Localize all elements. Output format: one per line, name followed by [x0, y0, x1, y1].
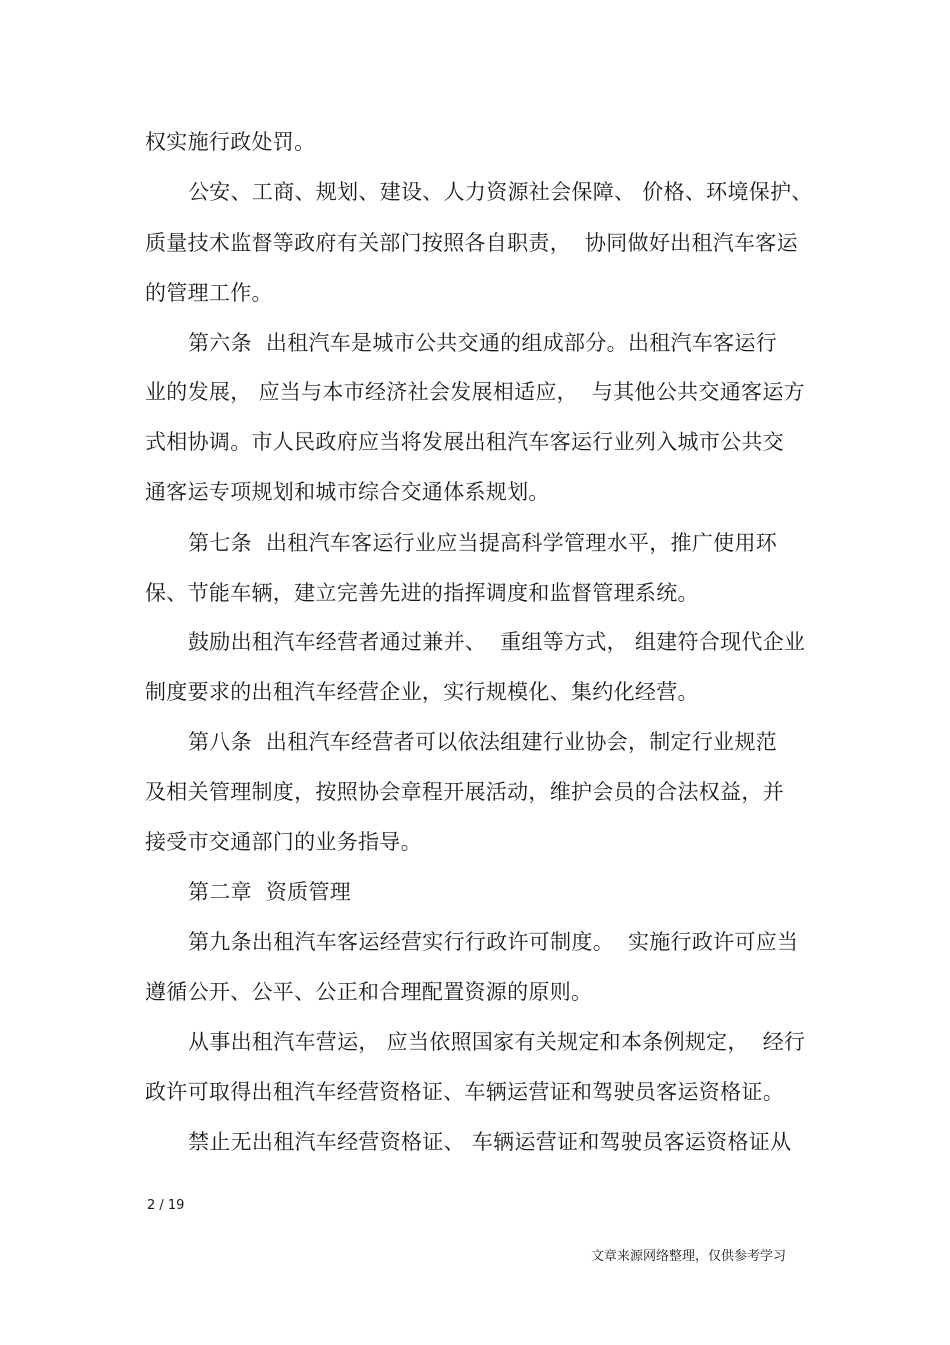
text-line: 遵循公开、公平、公正和合理配置资源的原则。 — [145, 980, 593, 1004]
text-line: 制度要求的出租汽车经营企业，实行规模化、集约化经营。 — [145, 680, 699, 704]
text-line: 接受市交通部门的业务指导。 — [145, 830, 422, 854]
text-line: 业的发展， 应当与本市经济社会发展相适应， 与其他公共交通客运方 — [145, 380, 805, 404]
text-line: 第七条 出租汽车客运行业应当提高科学管理水平，推广使用环 — [188, 531, 778, 555]
text-line: 式相协调。市人民政府应当将发展出租汽车客运行业列入城市公共交 — [145, 430, 784, 454]
text-line: 鼓励出租汽车经营者通过兼并、 重组等方式， 组建符合现代企业 — [188, 630, 806, 654]
text-line: 政许可取得出租汽车经营资格证、车辆运营证和驾驶员客运资格证。 — [145, 1080, 784, 1104]
text-line: 的管理工作。 — [145, 281, 273, 305]
text-line: 第九条出租汽车客运经营实行行政许可制度。 实施行政许可应当 — [188, 930, 799, 954]
page-number: 2 / 19 — [147, 1198, 185, 1213]
text-line: 第八条 出租汽车经营者可以依法组建行业协会，制定行业规范 — [188, 730, 778, 754]
footer-note: 文章来源网络整理，仅供参考学习 — [591, 1249, 787, 1264]
text-line: 第六条 出租汽车是城市公共交通的组成部分。出租汽车客运行 — [188, 331, 778, 355]
text-line: 禁止无出租汽车经营资格证、 车辆运营证和驾驶员客运资格证从 — [188, 1130, 792, 1154]
text-line: 权实施行政处罚。 — [145, 130, 316, 154]
chapter-heading: 第二章 资质管理 — [188, 880, 352, 904]
text-line: 保、节能车辆，建立完善先进的指挥调度和监督管理系统。 — [145, 581, 699, 605]
text-line: 通客运专项规划和城市综合交通体系规划。 — [145, 480, 550, 504]
text-line: 及相关管理制度，按照协会章程开展活动，维护会员的合法权益，并 — [145, 780, 784, 804]
text-line: 从事出租汽车营运， 应当依照国家有关规定和本条例规定， 经行 — [188, 1030, 806, 1054]
text-line: 质量技术监督等政府有关部门按照各自职责， 协同做好出租汽车客运 — [145, 231, 798, 255]
text-line: 公安、工商、规划、建设、人力资源社会保障、 价格、环境保护、 — [188, 180, 813, 204]
